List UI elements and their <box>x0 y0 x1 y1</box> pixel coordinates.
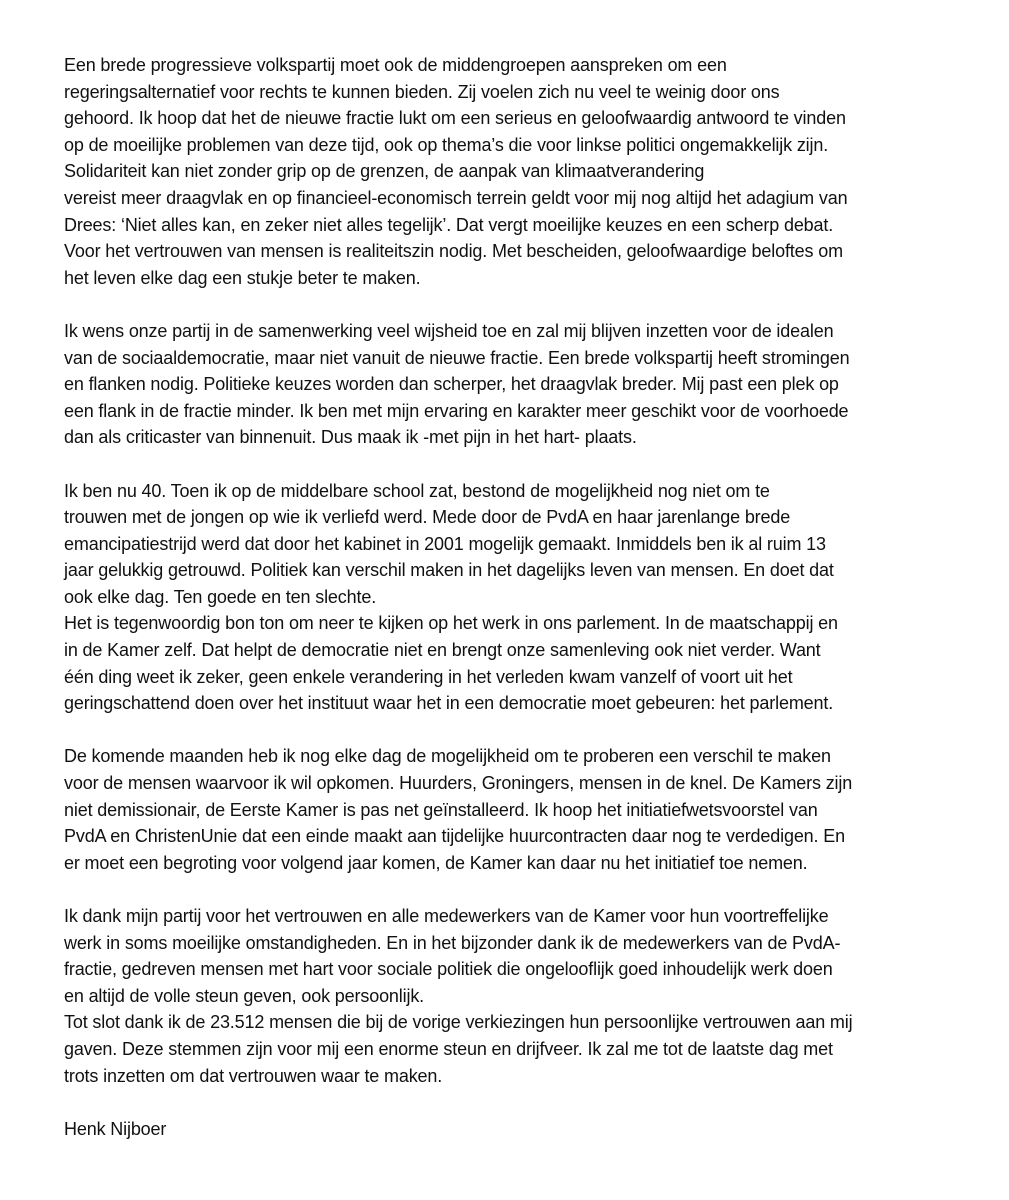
text-line: trots inzetten om dat vertrouwen waar te maken. <box>64 1065 443 1086</box>
text-line: één ding weet ik zeker, geen enkele verandering in het verleden kwam vanzelf of voort uit het <box>64 666 793 687</box>
text-line: niet demissionair, de Eerste Kamer is pas net geïnstalleerd. Ik hoop het initiatiefwetsvoorstel van <box>64 799 818 820</box>
paragraph-2 <box>64 318 984 451</box>
text-line: vereist meer draagvlak en op financieel-economisch terrein geldt voor mij nog altijd het adagium van <box>64 187 848 208</box>
text-line: regeringsalternatief voor rechts te kunnen bieden. Zij voelen zich nu veel te weinig door ons <box>64 81 780 102</box>
paragraph-3 <box>64 478 984 717</box>
letter-body <box>64 52 984 1142</box>
text-line: er moet een begroting voor volgend jaar komen, de Kamer kan daar nu het initiatief toe nemen. <box>64 852 808 873</box>
text-line: Een brede progressieve volkspartij moet ook de middengroepen aanspreken om een <box>64 55 727 75</box>
text-line: Ik wens onze partij in de samenwerking veel wijsheid toe en zal mij blijven inzetten voor de idealen <box>64 320 834 341</box>
paragraph-5 <box>64 903 984 1089</box>
text-line: De komende maanden heb ik nog elke dag de mogelijkheid om te proberen een verschil te maken <box>64 746 831 767</box>
text-line: Tot slot dank ik de 23.512 mensen die bij de vorige verkiezingen hun persoonlijke vertrouwen aan mij <box>64 1012 853 1033</box>
text-line: Het is tegenwoordig bon ton om neer te kijken op het werk in ons parlement. In de maatschappij en <box>64 613 838 634</box>
paragraph-1 <box>64 52 984 291</box>
text-line: in de Kamer zelf. Dat helpt de democratie niet en brengt onze samenleving ook niet verder. Want <box>64 640 821 661</box>
text-line: op de moeilijke problemen van deze tijd, ook op thema’s die voor linkse politici ongemakkelijk zijn. <box>64 134 829 155</box>
text-line: trouwen met de jongen op wie ik verliefd werd. Mede door de PvdA en haar jarenlange brede <box>64 507 791 528</box>
signature: Henk Nijboer <box>64 1118 167 1139</box>
text-line: Voor het vertrouwen van mensen is realiteitszin nodig. Met bescheiden, geloofwaardige beloftes om <box>64 241 843 262</box>
text-line: en flanken nodig. Politieke keuzes worden dan scherper, het draagvlak breder. Mij past een plek op <box>64 374 839 395</box>
text-line: Solidariteit kan niet zonder grip op de grenzen, de aanpak van klimaatverandering <box>64 161 705 182</box>
text-line: jaar gelukkig getrouwd. Politiek kan verschil maken in het dagelijks leven van mensen. En doet dat <box>64 560 834 581</box>
text-line: voor de mensen waarvoor ik wil opkomen. Huurders, Groningers, mensen in de knel. De Kamers zijn <box>64 773 853 794</box>
text-line: fractie, gedreven mensen met hart voor sociale politiek die ongelooflijk goed inhoudelijk werk doen <box>64 959 833 980</box>
text-line: dan als criticaster van binnenuit. Dus maak ik -met pijn in het hart- plaats. <box>64 427 637 448</box>
text-line: van de sociaaldemocratie, maar niet vanuit de nieuwe fractie. Een brede volkspartij heeft stromingen <box>64 347 850 368</box>
text-line: Ik dank mijn partij voor het vertrouwen en alle medewerkers van de Kamer voor hun voortreffelijke <box>64 906 829 926</box>
paragraph-4 <box>64 743 984 876</box>
text-line: gehoord. Ik hoop dat het de nieuwe fractie lukt om een serieus en geloofwaardig antwoord te vinden <box>64 108 846 129</box>
text-line: ook elke dag. Ten goede en ten slechte. <box>64 586 377 607</box>
text-line: Ik ben nu 40. Toen ik op de middelbare school zat, bestond de mogelijkheid nog niet om te <box>64 480 770 501</box>
text-line: geringschattend doen over het instituut waar het in een democratie moet gebeuren: het parlement. <box>64 693 834 714</box>
text-line: PvdA en ChristenUnie dat een einde maakt aan tijdelijke huurcontracten daar nog te verdedigen. En <box>64 826 845 847</box>
text-line: het leven elke dag een stukje beter te maken. <box>64 267 421 288</box>
text-line: werk in soms moeilijke omstandigheden. En in het bijzonder dank ik de medewerkers van de PvdA- <box>64 932 841 953</box>
text-line: en altijd de volle steun geven, ook persoonlijk. <box>64 985 425 1006</box>
text-line: Drees: ‘Niet alles kan, en zeker niet alles tegelijk’. Dat vergt moeilijke keuzes en een scherp debat. <box>64 214 834 235</box>
text-line: een flank in de fractie minder. Ik ben met mijn ervaring en karakter meer geschikt voor de voorhoede <box>64 400 849 421</box>
text-line: gaven. Deze stemmen zijn voor mij een enorme steun en drijfveer. Ik zal me tot de laatste dag met <box>64 1038 833 1059</box>
text-line: emancipatiestrijd werd dat door het kabinet in 2001 mogelijk gemaakt. Inmiddels ben ik al ruim 13 <box>64 533 826 554</box>
